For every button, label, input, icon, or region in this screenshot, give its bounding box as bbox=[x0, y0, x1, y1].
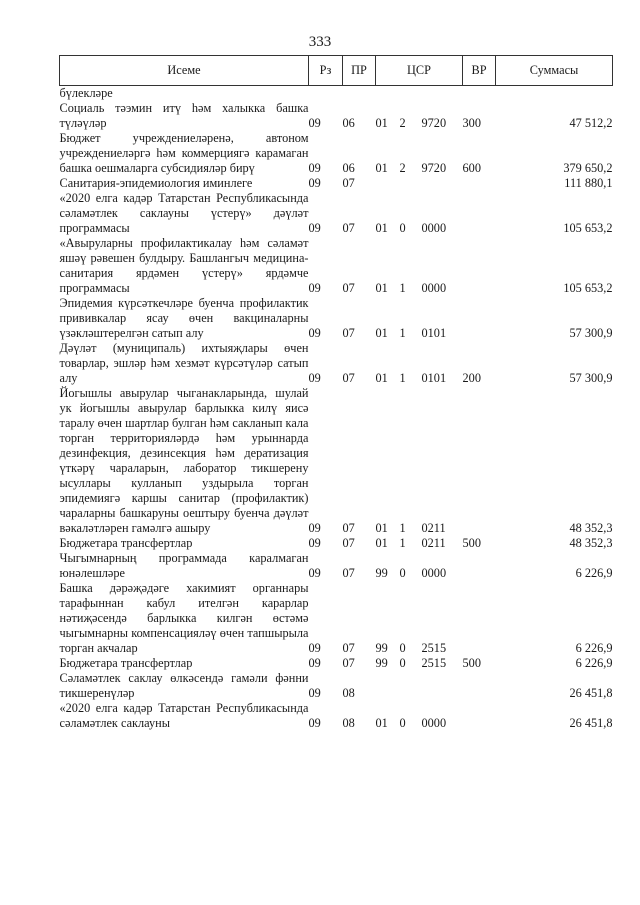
row-amount: 111 880,1 bbox=[564, 176, 613, 190]
table-row bbox=[60, 131, 613, 176]
row-csr-3: 2515 bbox=[421, 641, 447, 655]
table-row bbox=[60, 536, 613, 551]
row-pr: 07 bbox=[342, 566, 355, 580]
row-amount: 6 226,9 bbox=[575, 566, 613, 580]
table-row bbox=[60, 191, 613, 236]
row-csr-3: 9720 bbox=[421, 116, 447, 130]
row-csr-3: 2515 bbox=[421, 656, 447, 670]
row-csr-3 bbox=[422, 176, 463, 191]
row-amount: 26 451,8 bbox=[569, 716, 613, 730]
budget-table bbox=[59, 55, 613, 731]
row-csr-2 bbox=[400, 86, 422, 102]
row-csr-3: 0211 bbox=[421, 536, 446, 550]
row-pr: 06 bbox=[342, 161, 355, 175]
table-row bbox=[60, 86, 613, 102]
row-name: Дәүләт (муниципаль) ихтыяҗлары өчен товарлар, эшләр һәм хезмәт күрсәтүләр сатып алу bbox=[59, 341, 309, 385]
row-csr-3 bbox=[422, 671, 463, 701]
table-row bbox=[60, 701, 613, 731]
header-name: Исеме bbox=[60, 56, 309, 86]
row-name: Сәламәтлек саклау өлкәсендә гамәли фәнни тикшеренүләр bbox=[59, 671, 309, 700]
row-csr-1 bbox=[376, 671, 400, 701]
table-row bbox=[60, 296, 613, 341]
row-pr: 07 bbox=[342, 371, 355, 385]
row-amount: 379 650,2 bbox=[563, 161, 613, 175]
row-csr-3: 0101 bbox=[421, 371, 447, 385]
row-rz: 09 bbox=[308, 116, 321, 130]
row-pr: 08 bbox=[342, 716, 355, 730]
row-csr-1: 01 bbox=[375, 161, 388, 175]
row-csr-1: 01 bbox=[375, 521, 388, 535]
row-vr: 500 bbox=[462, 656, 481, 670]
row-name: «2020 елга кадәр Татарстан Республикасында сәламәтлек саклауны үстерү» дәүләт программасы bbox=[59, 191, 309, 235]
row-name: Йогышлы авырулар чыганакларында, шулай ук йогышлы авырулар барлыкка килү яисә таралу өчен шартлар булган һәм сакланып кала торган территорияләрдә һәм урыннарда дезинфекция, дезинсекция һәм дератизация үткәрү чараларын, лаборатор тикшерену ысуллары кулланып уздырыла торган эпидемиягә каршы санитар (профилактик) чараларны башкаруны оештыру буенча дәүләт вәкаләтләрен гамәлгә ашыру bbox=[59, 386, 309, 535]
row-pr: 07 bbox=[342, 326, 355, 340]
row-amount: 57 300,9 bbox=[569, 326, 613, 340]
row-name: Бюджетара трансфертлар bbox=[59, 656, 193, 670]
row-name: Башка дәрәҗәдәге хакимият органнары тарафыннан кабул ителгән карарлар нәтиҗәсендә барлыкка килгән өстәмә чыгымнарны компенсацияләү өчен тапшырыла торган акчалар bbox=[59, 581, 309, 655]
header-amount: Суммасы bbox=[496, 56, 613, 86]
row-csr-3: 9720 bbox=[421, 161, 447, 175]
row-amount: 57 300,9 bbox=[569, 371, 613, 385]
row-pr: 07 bbox=[342, 221, 355, 235]
row-csr-2: 2 bbox=[399, 161, 406, 175]
row-vr bbox=[463, 176, 496, 191]
row-rz: 09 bbox=[308, 371, 321, 385]
row-name: Бюджетара трансфертлар bbox=[59, 536, 193, 550]
table-row bbox=[60, 671, 613, 701]
row-rz: 09 bbox=[308, 281, 321, 295]
row-csr-2: 0 bbox=[399, 221, 406, 235]
row-rz: 09 bbox=[308, 326, 321, 340]
row-csr-1: 99 bbox=[375, 656, 388, 670]
row-csr-2: 0 bbox=[399, 716, 406, 730]
row-csr-2 bbox=[400, 176, 422, 191]
table-body bbox=[60, 86, 613, 732]
row-vr bbox=[463, 296, 496, 341]
table-row bbox=[60, 581, 613, 656]
row-amount: 6 226,9 bbox=[575, 641, 613, 655]
row-csr-1: 99 bbox=[375, 566, 388, 580]
row-csr-3: 0000 bbox=[421, 281, 447, 295]
row-csr-3: 0000 bbox=[421, 221, 447, 235]
header-csr: ЦСР bbox=[376, 56, 463, 86]
row-csr-1: 01 bbox=[375, 371, 388, 385]
row-csr-2: 1 bbox=[399, 521, 406, 535]
row-csr-2: 1 bbox=[399, 371, 406, 385]
row-vr bbox=[463, 671, 496, 701]
row-rz: 09 bbox=[308, 221, 321, 235]
row-rz: 09 bbox=[308, 161, 321, 175]
row-csr-1 bbox=[376, 86, 400, 102]
row-rz: 09 bbox=[308, 641, 321, 655]
header-rz: Рз bbox=[309, 56, 343, 86]
row-vr: 600 bbox=[462, 161, 481, 175]
row-name: Социаль тәэмин итү һәм халыкка башка түләүләр bbox=[59, 101, 309, 130]
row-name: «Авыруларны профилактикалау һәм сәламәт яшәү рәвешен булдыру. Башлангыч медицина-санитария ярдәмен үстерү» ярдәмче программасы bbox=[59, 236, 309, 295]
row-csr-2: 1 bbox=[399, 281, 406, 295]
row-csr-2: 0 bbox=[399, 566, 406, 580]
row-vr bbox=[463, 86, 496, 102]
row-rz: 09 bbox=[308, 716, 321, 730]
row-csr-1: 01 bbox=[375, 326, 388, 340]
row-amount: 26 451,8 bbox=[569, 686, 613, 700]
row-csr-3: 0000 bbox=[421, 566, 447, 580]
table-row bbox=[60, 176, 613, 191]
row-csr-3: 0000 bbox=[421, 716, 447, 730]
row-csr-1: 99 bbox=[375, 641, 388, 655]
row-csr-2: 0 bbox=[399, 641, 406, 655]
row-csr-2: 1 bbox=[399, 326, 406, 340]
row-amount bbox=[496, 86, 613, 102]
row-pr: 07 bbox=[342, 281, 355, 295]
row-vr: 200 bbox=[462, 371, 481, 385]
row-csr-1: 01 bbox=[375, 536, 388, 550]
row-amount: 6 226,9 bbox=[575, 656, 613, 670]
row-csr-3: 0211 bbox=[421, 521, 446, 535]
row-rz: 09 bbox=[308, 521, 321, 535]
row-pr: 06 bbox=[342, 116, 355, 130]
table-header-row bbox=[60, 56, 613, 86]
row-rz bbox=[309, 86, 343, 102]
table-row bbox=[60, 386, 613, 536]
row-csr-1: 01 bbox=[375, 221, 388, 235]
row-rz: 09 bbox=[308, 176, 321, 190]
row-csr-3: 0101 bbox=[421, 326, 447, 340]
row-vr bbox=[463, 386, 496, 536]
row-rz: 09 bbox=[308, 686, 321, 700]
row-pr: 08 bbox=[342, 686, 355, 700]
table-row bbox=[60, 101, 613, 131]
table-row bbox=[60, 656, 613, 671]
row-rz: 09 bbox=[308, 536, 321, 550]
row-csr-1: 01 bbox=[375, 716, 388, 730]
row-name: бүлекләре bbox=[59, 86, 113, 100]
row-amount: 47 512,2 bbox=[569, 116, 613, 130]
row-amount: 105 653,2 bbox=[563, 221, 613, 235]
row-csr-1: 01 bbox=[375, 116, 388, 130]
row-amount: 105 653,2 bbox=[563, 281, 613, 295]
row-vr bbox=[463, 701, 496, 731]
row-csr-1: 01 bbox=[375, 281, 388, 295]
table-row bbox=[60, 341, 613, 386]
header-pr: ПР bbox=[343, 56, 376, 86]
row-amount: 48 352,3 bbox=[569, 521, 613, 535]
row-rz: 09 bbox=[308, 566, 321, 580]
row-rz: 09 bbox=[308, 656, 321, 670]
row-name: Эпидемия күрсәткечләре буенча профилактик прививкалар ясау өчен вакциналарны үзәкләштерелгән сатып алу bbox=[59, 296, 309, 340]
row-csr-2: 2 bbox=[399, 116, 406, 130]
row-csr-3 bbox=[422, 86, 463, 102]
row-csr-1 bbox=[376, 176, 400, 191]
row-name: Чыгымнарның программада каралмаган юнәлешләре bbox=[59, 551, 309, 580]
row-name: «2020 елга кадәр Татарстан Республикасында сәламәтлек саклауны bbox=[59, 701, 309, 730]
table-row bbox=[60, 236, 613, 296]
row-pr: 07 bbox=[342, 536, 355, 550]
row-csr-2: 0 bbox=[399, 656, 406, 670]
table-row bbox=[60, 551, 613, 581]
row-name: Бюджет учреждениеләренә, автоном учреждениеләргә һәм коммерциягә карамаган башка оешмаларга субсидияләр бирү bbox=[59, 131, 309, 175]
row-pr: 07 bbox=[342, 641, 355, 655]
row-pr: 07 bbox=[342, 176, 355, 190]
row-vr bbox=[463, 236, 496, 296]
row-name: Санитария-эпидемиология иминлеге bbox=[59, 176, 253, 190]
row-vr bbox=[463, 581, 496, 656]
page-number: 333 bbox=[308, 34, 332, 50]
row-vr: 500 bbox=[462, 536, 481, 550]
row-vr bbox=[463, 551, 496, 581]
row-pr: 07 bbox=[342, 521, 355, 535]
row-csr-2 bbox=[400, 671, 422, 701]
header-vr: ВР bbox=[463, 56, 496, 86]
row-amount: 48 352,3 bbox=[569, 536, 613, 550]
row-pr: 07 bbox=[342, 656, 355, 670]
row-csr-2: 1 bbox=[399, 536, 406, 550]
row-pr bbox=[343, 86, 376, 102]
row-vr bbox=[463, 191, 496, 236]
row-vr: 300 bbox=[462, 116, 481, 130]
